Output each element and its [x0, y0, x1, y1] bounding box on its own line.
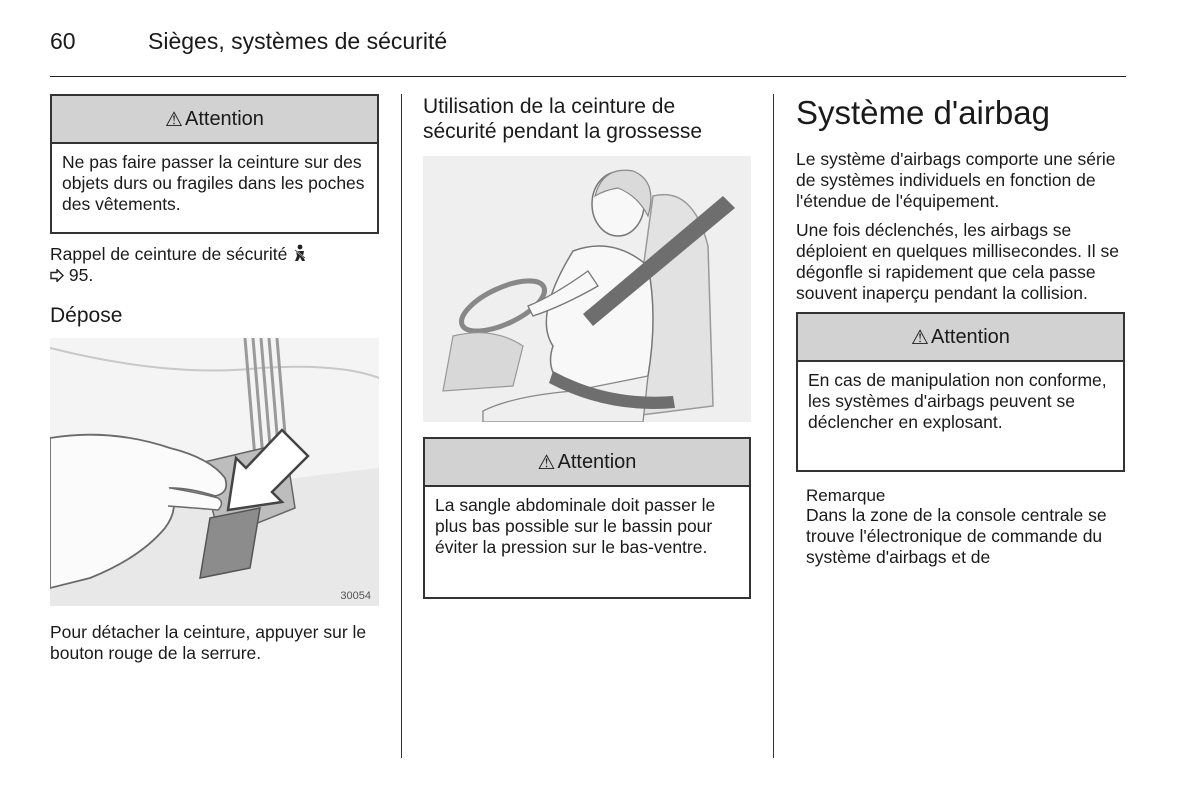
column-divider — [773, 94, 774, 758]
note-label: Remarque — [806, 486, 886, 505]
warning-text: En cas de manipulation non conforme, les systèmes d'airbags peuvent se déclencher en explosant. — [808, 370, 1107, 432]
page-number: 60 — [50, 28, 76, 54]
pregnant-driver-illustration — [423, 156, 751, 422]
reminder-text: Rappel de ceinture de sécurité — [50, 244, 288, 264]
pregnancy-heading: Utilisation de la ceinture de sécurité pendant la grossesse — [423, 95, 702, 143]
warning-header — [425, 439, 749, 487]
warning-header — [798, 314, 1123, 362]
seatbelt-reminder-line — [50, 244, 379, 286]
column-1 — [50, 94, 379, 664]
seatbelt-reminder-icon — [292, 244, 308, 262]
warning-box — [50, 94, 379, 234]
airbag-heading: Système d'airbag — [796, 94, 1050, 131]
warning-text: Ne pas faire passer la ceinture sur des objets durs ou fragiles dans les poches des vêtements. — [62, 152, 365, 214]
warning-title: Attention — [930, 325, 1010, 348]
warning-title: Attention — [557, 450, 637, 473]
section-title: Sièges, systèmes de sécurité — [148, 28, 448, 54]
page-header — [50, 28, 1126, 77]
warning-title: Attention — [184, 107, 264, 130]
warning-box — [796, 312, 1125, 472]
warning-text: La sangle abdominale doit passer le plus bas possible sur le bassin pour éviter la pression sur le bas‑ventre. — [435, 495, 716, 557]
reminder-page-ref: 95. — [68, 265, 94, 285]
column-divider — [401, 94, 402, 758]
note-block — [796, 486, 1125, 568]
column-3 — [796, 94, 1125, 568]
depose-heading: Dépose — [50, 304, 123, 327]
release-instruction: Pour détacher la ceinture, appuyer sur le bouton rouge de la serrure. — [50, 622, 367, 663]
warning-triangle-icon: ⚠ — [537, 451, 556, 474]
page-reference-arrow-icon — [50, 269, 64, 282]
warning-triangle-icon: ⚠ — [911, 326, 929, 349]
buckle-release-illustration — [50, 338, 379, 606]
warning-header — [52, 96, 377, 144]
column-2 — [423, 94, 751, 599]
note-text: Dans la zone de la console centrale se trouve l'électronique de commande du système d'airbags et de — [806, 505, 1107, 567]
airbag-deployment: Une fois déclenchés, les airbags se déploient en quelques millisecondes. Il se dégonfle si rapidement que cela passe souvent inaperçu pendant la collision. — [796, 220, 1119, 303]
warning-box — [423, 437, 751, 599]
airbag-intro: Le système d'airbags comporte une série de systèmes individuels en fonction de l'étendue de l'équipement. — [796, 149, 1116, 211]
warning-triangle-icon: ⚠ — [165, 108, 183, 131]
figure-code: 30054 — [340, 590, 371, 602]
